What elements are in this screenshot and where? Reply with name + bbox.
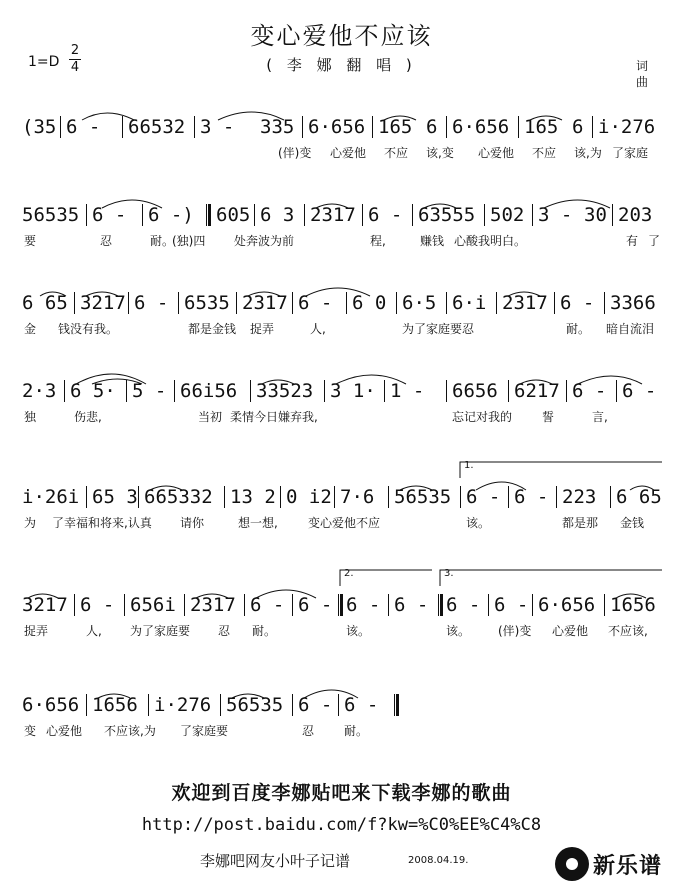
note-group: 3217 bbox=[80, 292, 126, 314]
note-group: 5 - bbox=[132, 380, 167, 402]
notes-row bbox=[22, 288, 662, 318]
note-group: 656i bbox=[130, 594, 176, 616]
lyric: 要 bbox=[24, 234, 37, 248]
lyric: 该。 bbox=[346, 624, 371, 638]
notes-row bbox=[22, 200, 662, 230]
volta-label-1: 1. bbox=[464, 460, 474, 471]
note-group: 6·i bbox=[452, 292, 487, 314]
note-group: 2·3 bbox=[22, 380, 57, 402]
lyrics-row bbox=[22, 232, 662, 248]
lyric: 了 bbox=[648, 234, 661, 248]
note-group: 6 65 bbox=[616, 486, 662, 508]
lyric: 不应该, bbox=[608, 624, 648, 638]
note-group: 502 bbox=[490, 204, 525, 226]
note-group: 2317 bbox=[190, 594, 236, 616]
lyric: 为了家庭要忍 bbox=[402, 322, 475, 336]
lyric: 请你 bbox=[180, 516, 205, 530]
lyric: 忍 bbox=[100, 234, 113, 248]
lyric: 柔情今日嫌弃我, bbox=[230, 410, 318, 424]
note-group: 6 - bbox=[298, 694, 333, 716]
lyric: 耐。 bbox=[566, 322, 591, 336]
note-group: 6·656 bbox=[538, 594, 596, 616]
note-group: 6 - bbox=[368, 204, 403, 226]
note-group: 7·6 bbox=[340, 486, 375, 508]
note-group: 203 bbox=[618, 204, 653, 226]
note-group: (35 bbox=[22, 116, 57, 138]
note-group: 6 5· bbox=[70, 380, 116, 402]
lyric: 耐。 bbox=[150, 234, 175, 248]
note-group: 33523 bbox=[256, 380, 314, 402]
note-group: 65 3 bbox=[92, 486, 138, 508]
note-group: 6 - bbox=[446, 594, 481, 616]
lyric: 忘记对我的 bbox=[452, 410, 513, 424]
lyric: 钱没有我。 bbox=[58, 322, 119, 336]
notes-row bbox=[22, 690, 662, 720]
note-group: 6 - bbox=[298, 594, 333, 616]
note-group: 335 bbox=[260, 116, 295, 138]
note-group: 6 - bbox=[346, 594, 381, 616]
key-signature: 1=D bbox=[28, 54, 60, 70]
note-group: 6 - bbox=[134, 292, 169, 314]
lyric: 该。 bbox=[466, 516, 491, 530]
note-group: 1 - bbox=[390, 380, 425, 402]
lyrics-row bbox=[22, 722, 662, 738]
note-group: 6 - bbox=[622, 380, 657, 402]
note-group: 6 - bbox=[80, 594, 115, 616]
note-group: 6 - bbox=[344, 694, 379, 716]
notes-row bbox=[22, 376, 662, 406]
note-group: 6535 bbox=[184, 292, 230, 314]
note-group: 2317 bbox=[502, 292, 548, 314]
lyric: (伴)变 bbox=[278, 146, 312, 160]
note-group: 6 - bbox=[560, 292, 595, 314]
lyric: 赚钱 bbox=[420, 234, 445, 248]
lyric: 不应 bbox=[384, 146, 409, 160]
volta-label-3: 3. bbox=[444, 568, 454, 579]
lyric: 伤悲, bbox=[74, 410, 102, 424]
note-group: 6 65 bbox=[22, 292, 68, 314]
note-group: 6 - bbox=[66, 116, 101, 138]
note-group: 30 bbox=[584, 204, 607, 226]
note-group: 56535 bbox=[226, 694, 284, 716]
lyric: 捉弄 bbox=[24, 624, 49, 638]
meter-bottom: 4 bbox=[70, 60, 80, 75]
note-group: 6·5 bbox=[402, 292, 437, 314]
lyric: 不应 bbox=[532, 146, 557, 160]
lyric: 都是金钱 bbox=[188, 322, 237, 336]
lyric: 了幸福和将来,认真 bbox=[52, 516, 152, 530]
lyric: (独)四 bbox=[172, 234, 206, 248]
note-group: 6 - bbox=[494, 594, 529, 616]
note-group: 2317 bbox=[242, 292, 288, 314]
lyric: 不应该,为 bbox=[104, 724, 156, 738]
note-group: 6 bbox=[572, 116, 584, 138]
lyrics-row bbox=[22, 144, 662, 160]
note-group: i·26i bbox=[22, 486, 80, 508]
note-group: 6 3 bbox=[260, 204, 295, 226]
lyric: 处奔波为前 bbox=[234, 234, 295, 248]
note-group: 6 - bbox=[250, 594, 285, 616]
note-group: 6 0 bbox=[352, 292, 387, 314]
note-group: i·276 bbox=[598, 116, 656, 138]
lyric: 程, bbox=[370, 234, 386, 248]
site-logo bbox=[555, 845, 680, 883]
meter-top: 2 bbox=[70, 43, 80, 58]
lyric: 言, bbox=[592, 410, 608, 424]
lyric: 人, bbox=[310, 322, 326, 336]
music-disc-icon bbox=[555, 847, 589, 881]
lyric: 该,变 bbox=[426, 146, 454, 160]
lyric: 为 bbox=[24, 516, 37, 530]
lyric: 为了家庭要 bbox=[130, 624, 191, 638]
lyric: 心爱他 bbox=[478, 146, 515, 160]
lyricist-label: 词 bbox=[636, 59, 649, 73]
composer-label: 曲 bbox=[636, 75, 649, 89]
lyric: 有 bbox=[626, 234, 639, 248]
lyric: 了家庭要 bbox=[180, 724, 229, 738]
source-url[interactable]: http://post.baidu.com/f?kw=%C0%EE%C4%C8 bbox=[141, 815, 542, 835]
lyrics-row bbox=[22, 320, 662, 336]
note-group: 6 - bbox=[298, 292, 333, 314]
lyric: 都是那 bbox=[562, 516, 599, 530]
notes-row bbox=[22, 482, 662, 512]
lyric: 金 bbox=[24, 322, 37, 336]
note-group: 165 bbox=[524, 116, 559, 138]
note-group: 66532 bbox=[128, 116, 186, 138]
lyric: 忍 bbox=[302, 724, 315, 738]
note-group: 665332 bbox=[144, 486, 213, 508]
note-group: 6 - bbox=[466, 486, 501, 508]
lyric: 心酸我明白。 bbox=[454, 234, 527, 248]
lyrics-row bbox=[22, 622, 662, 638]
notes-row bbox=[22, 590, 662, 620]
lyric: 独 bbox=[24, 410, 37, 424]
lyric: 变心爱他不应 bbox=[308, 516, 381, 530]
lyric: 当初 bbox=[198, 410, 223, 424]
lyric: 变 bbox=[24, 724, 37, 738]
note-group: 0 i2 bbox=[286, 486, 332, 508]
note-group: 3 - bbox=[200, 116, 235, 138]
welcome-banner: 欢迎到百度李娜贴吧来下载李娜的歌曲 bbox=[171, 782, 512, 804]
lyric: 该,为 bbox=[574, 146, 602, 160]
lyric: 暗自流泪 bbox=[606, 322, 655, 336]
note-group: 63555 bbox=[418, 204, 476, 226]
lyric: 人, bbox=[86, 624, 102, 638]
note-group: 6217 bbox=[514, 380, 560, 402]
lyric: 想一想, bbox=[238, 516, 278, 530]
lyric: 了家庭 bbox=[612, 146, 649, 160]
note-group: 66i56 bbox=[180, 380, 238, 402]
lyric: 心爱他 bbox=[46, 724, 83, 738]
lyric: 忍 bbox=[218, 624, 231, 638]
score-title: 变心爱他不应该 bbox=[250, 22, 433, 50]
note-group: 3366 bbox=[610, 292, 656, 314]
note-group: 13 2 bbox=[230, 486, 276, 508]
note-group: 223 bbox=[562, 486, 597, 508]
note-group: i·276 bbox=[154, 694, 212, 716]
transcriber-credit: 李娜吧网友小叶子记谱 bbox=[200, 852, 351, 870]
note-group: 3 1· bbox=[330, 380, 376, 402]
logo-text: 新乐谱 bbox=[593, 854, 663, 879]
note-group: 56535 bbox=[22, 204, 80, 226]
note-group: 6 - bbox=[572, 380, 607, 402]
note-group: 56535 bbox=[394, 486, 452, 508]
lyric: 金钱 bbox=[620, 516, 645, 530]
note-group: 1656 bbox=[610, 594, 656, 616]
lyric: 该。 bbox=[446, 624, 471, 638]
lyric: 耐。 bbox=[252, 624, 277, 638]
note-group: 6 - bbox=[514, 486, 549, 508]
singer-credit: ( 李 娜 翻 唱 ) bbox=[266, 56, 417, 74]
lyric: 誓 bbox=[542, 410, 555, 424]
note-group: 6 - bbox=[394, 594, 429, 616]
lyrics-row bbox=[22, 514, 662, 530]
lyric: 心爱他 bbox=[552, 624, 589, 638]
note-group: 3 - bbox=[538, 204, 573, 226]
lyric: 心爱他 bbox=[330, 146, 367, 160]
note-group: 1656 bbox=[92, 694, 138, 716]
notes-row bbox=[22, 112, 662, 142]
transcription-date: 2008.04.19. bbox=[408, 855, 469, 866]
lyric: (伴)变 bbox=[498, 624, 532, 638]
note-group: 6656 bbox=[452, 380, 498, 402]
note-group: 6 -) bbox=[148, 204, 194, 226]
note-group: 6·656 bbox=[22, 694, 80, 716]
note-group: 6·656 bbox=[452, 116, 510, 138]
note-group: 6·656 bbox=[308, 116, 366, 138]
lyric: 耐。 bbox=[344, 724, 369, 738]
volta-label-2: 2. bbox=[344, 568, 354, 579]
note-group: 6 bbox=[426, 116, 438, 138]
note-group: 605 bbox=[216, 204, 251, 226]
lyric: 捉弄 bbox=[250, 322, 275, 336]
note-group: 2317 bbox=[310, 204, 356, 226]
time-signature bbox=[68, 43, 82, 76]
note-group: 6 - bbox=[92, 204, 127, 226]
lyrics-row bbox=[22, 408, 662, 424]
note-group: 165 bbox=[378, 116, 413, 138]
note-group: 3217 bbox=[22, 594, 68, 616]
